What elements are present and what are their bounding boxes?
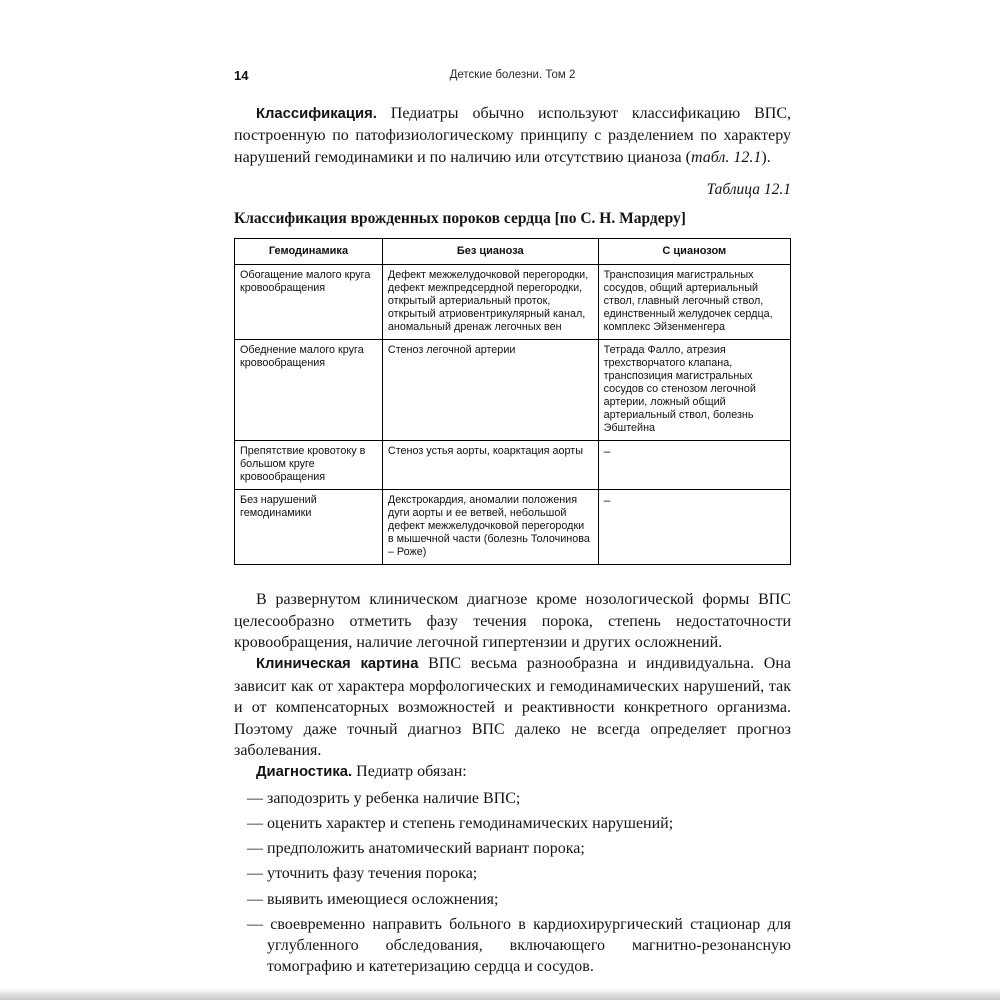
paragraph-classification — [234, 103, 791, 168]
table-cell: Препятствие кровотоку в большом круге кровообращения — [235, 441, 383, 490]
table-cell: Тетрада Фалло, атрезия трехстворчатого клапана, транспозиция магистральных сосудов со стенозом легочной артерии, ложный общий артериальный ствол, болезнь Эбштейна — [598, 340, 790, 441]
column-header-hemodynamics: Гемодинамика — [235, 239, 383, 265]
classification-table — [234, 238, 791, 565]
table-header-row — [235, 239, 791, 265]
diagnostics-text: Педиатр обязан: — [352, 763, 467, 781]
rubric-diagnostics: Диагностика. — [256, 764, 353, 781]
page-edge-shadow — [0, 988, 1000, 1000]
table-row — [235, 441, 791, 490]
paragraph-clinical-picture — [234, 653, 791, 761]
table-title: Классификация врожденных пороков сердца [по С. Н. Мардеру] — [234, 210, 686, 228]
table-row — [235, 340, 791, 441]
clinical-picture-text: ВПС весьма разнообразна и индивидуальна. Она зависит как от характера морфологических и гемодинамических нарушений, так и от компенсаторных возможностей и реактивности конкретного организма. Поэтому даже точный диагноз ВПС далеко не всегда определяет прогноз заболевания. — [234, 655, 791, 760]
list-item: — предположить анатомический вариант порока; — [247, 840, 585, 858]
list-item: — выявить имеющиеся осложнения; — [247, 890, 499, 908]
classification-tail: ). — [761, 148, 771, 166]
table-reference: табл. 12.1 — [690, 148, 762, 166]
table-cell-empty: – — [598, 441, 790, 490]
column-header-with-cyanosis: С цианозом — [598, 239, 790, 265]
table-caption: Таблица 12.1 — [706, 181, 791, 199]
rubric-classification: Классификация. — [256, 106, 377, 122]
list-item: — оценить характер и степень гемодинамических нарушений; — [247, 815, 674, 833]
list-item: — уточнить фазу течения порока; — [247, 865, 478, 883]
table-cell: Транспозиция магистральных сосудов, общий артериальный ствол, главный легочный ствол, единственный желудочек сердца, комплекс Эйзенменгера — [598, 265, 790, 340]
table-cell: Дефект межжелудочковой перегородки, дефект межпредсердной перегородки, открытый артериальный проток, открытый атриовентрикулярный канал, аномальный дренаж легочных вен — [382, 265, 598, 340]
classification-text: Педиатры обычно используют классификацию ВПС, построенную по патофизиологическому принципу с разделением по характеру нарушений гемодинамики и по наличию или отсутствию цианоза ( — [234, 105, 791, 166]
page-number: 14 — [234, 68, 249, 83]
column-header-no-cyanosis: Без цианоза — [382, 239, 598, 265]
paragraph-diagnostics — [234, 761, 791, 783]
running-title: Детские болезни. Том 2 — [449, 69, 576, 81]
table-cell: Без нарушений гемодинамики — [235, 490, 383, 565]
table-cell: Стеноз легочной артерии — [382, 340, 598, 441]
page-content — [234, 0, 791, 978]
list-item: — своевременно направить больного в кардиохирургический стационар для углубленного обследования, включающего магнитно-резонансную томографию и катетеризацию сердца и сосудов. — [247, 915, 791, 976]
table-cell: Стеноз устья аорты, коарктация аорты — [382, 441, 598, 490]
list-item: — заподозрить у ребенка наличие ВПС; — [247, 789, 521, 807]
table-cell: Обогащение малого круга кровообращения — [235, 265, 383, 340]
table-row — [235, 265, 791, 340]
diagnostics-list — [234, 788, 791, 978]
table-cell: Обеднение малого круга кровообращения — [235, 340, 383, 441]
table-cell-empty: – — [598, 490, 790, 565]
page-header — [234, 68, 791, 83]
table-cell: Декстрокардия, аномалии положения дуги аорты и ее ветвей, небольшой дефект межжелудочковой перегородки в мышечной части (болезнь Толочинова – Роже) — [382, 490, 598, 565]
table-row — [235, 490, 791, 565]
paragraph-expanded-diagnosis: В развернутом клиническом диагнозе кроме нозологической формы ВПС целесообразно отметить фазу течения порока, степень недостаточности кровообращения, наличие легочной гипертензии и других осложнений. — [234, 591, 791, 652]
rubric-clinical-picture: Клиническая картина — [256, 656, 419, 673]
